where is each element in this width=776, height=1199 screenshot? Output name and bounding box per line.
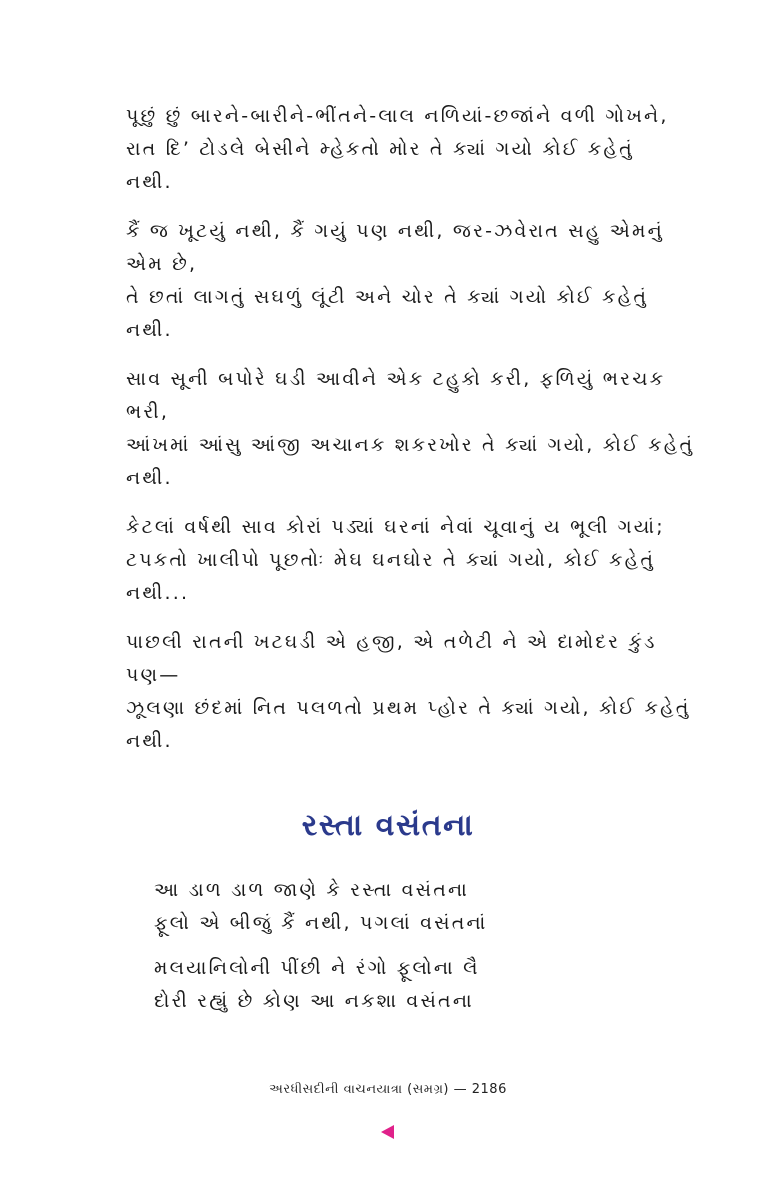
poem-line: નથી. (126, 467, 173, 489)
poem-line: પાછલી રાતની ખટઘડી એ હજી, એ તળેટી ને એ દામોદર કુંડ (126, 631, 657, 653)
poem-line: પણ— (126, 664, 181, 686)
poem-line: દોરી રહ્યું છે કોણ આ નકશા વસંતના (154, 990, 474, 1012)
poem-line: ભરી, (126, 401, 170, 423)
stanza (126, 215, 686, 347)
poem-top (126, 100, 695, 774)
poem-line: રાત દિ’ ટોડલે બેસીને મ્હેકતો મોર તે ક્યાં ગયો કોઈ કહેતું (126, 138, 634, 160)
poem-line: મલયાનિલોની પીંછી ને રંગો ફૂલોના લૈ (154, 957, 480, 979)
poem-line: પૂછું છું બારને-બારીને-ભીંતને-લાલ નળિયાં-છજાંને વળી ગોખને, (126, 105, 669, 127)
poem-line: કૈં જ ખૂટયું નથી, કૈં ગયું પણ નથી, જર-ઝવેરાત સહુ એમનું (126, 220, 664, 242)
stanza (154, 874, 634, 940)
stanza (126, 100, 686, 199)
poem-line: એમ છે, (126, 253, 198, 275)
poem-line: કેટલાં વર્ષથી સાવ કોરાં પડ્યાં ઘરનાં નેવાં ચૂવાનું ય ભૂલી ગયાં; (126, 516, 665, 538)
poem-line: નથી. (126, 319, 173, 341)
section-title: રસ્તા વસંતના (301, 808, 475, 843)
poem-bottom (154, 874, 634, 1030)
poem-line: નથી. (126, 730, 173, 752)
page-footer: અરધીસદીની વાચનયાત્રા (સમગ્ર) — 2186 (269, 1082, 507, 1097)
poem-line: ટપકતો ખાલીપો પૂછતોઃ મેઘ ઘનઘોર તે ક્યાં ગયો, કોઈ કહેતું (126, 549, 656, 571)
stanza (126, 626, 691, 758)
left-triangle-icon[interactable] (381, 1125, 394, 1139)
poem-line: નથી. (126, 171, 173, 193)
stanza (154, 952, 634, 1018)
poem-line: આંખમાં આંસુ આંજી અચાનક શકરખોર તે ક્યાં ગયો, કોઈ કહેતું (126, 434, 695, 456)
poem-line: તે છતાં લાગતું સઘળું લૂંટી અને ચોર તે ક્યાં ગયો કોઈ કહેતું (126, 286, 649, 308)
stanza (126, 511, 686, 610)
poem-line: સાવ સૂની બપોરે ઘડી આવીને એક ટહુકો કરી, ફળિયું ભરચક (126, 368, 666, 390)
poem-line: નથી... (126, 582, 190, 604)
poem-line: ફૂલો એ બીજું કૈં નથી, પગલાં વસંતનાં (154, 912, 488, 934)
poem-line: આ ડાળ ડાળ જાણે કે રસ્તા વસંતના (154, 879, 469, 901)
stanza (126, 363, 695, 495)
poem-line: ઝૂલણા છંદમાં નિત પલળતો પ્રથમ પ્હોર તે ક્યાં ગયો, કોઈ કહેતું (126, 697, 691, 719)
